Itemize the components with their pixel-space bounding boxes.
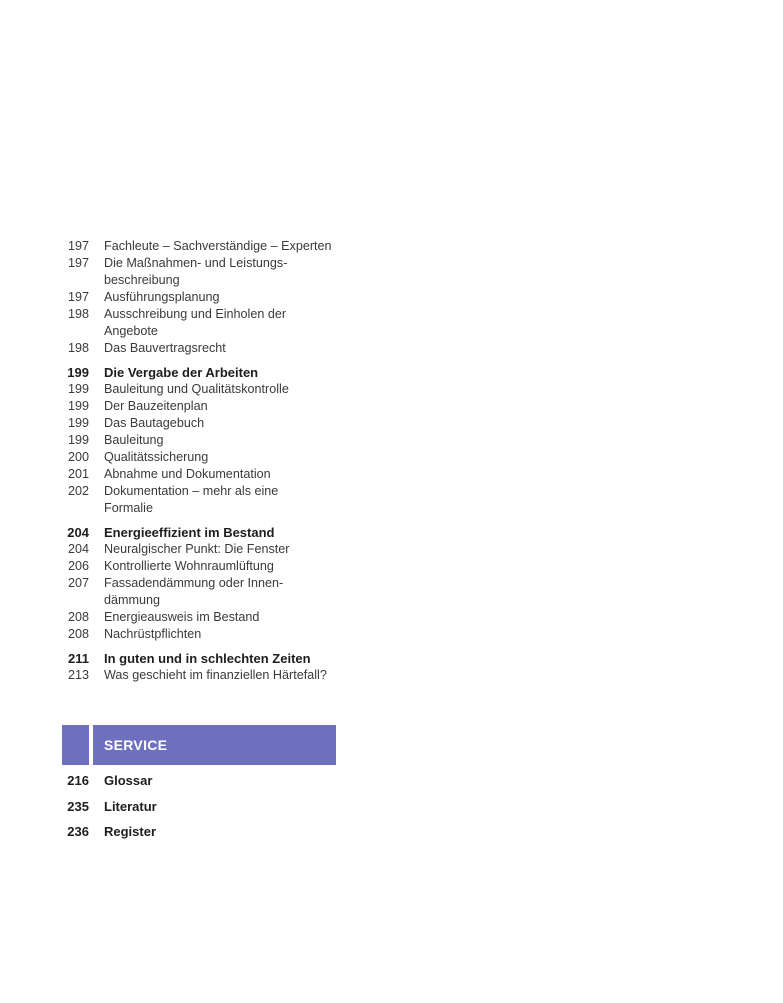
service-heading: SERVICE [104,737,168,753]
page-number: 198 [67,307,89,321]
entry-title-line: Formalie [104,501,153,515]
toc-entry [60,466,350,483]
entry-title [104,575,344,609]
entry-title [104,432,344,449]
service-list [60,772,350,849]
entry-title-line: Was geschieht im finanziellen Härtefall? [104,668,327,682]
entry-title-line: Die Vergabe der Arbeiten [104,365,259,380]
page-number: 213 [67,668,89,682]
page-number: 199 [67,433,89,447]
entry-title-line: In guten und in schlechten Zeiten [104,651,311,666]
page-number: 204 [67,525,89,540]
entry-title-line: Der Bauzeitenplan [104,399,208,413]
entry-title [104,466,344,483]
entry-title-line: Ausführungsplanung [104,290,220,304]
toc-entry [60,415,350,432]
page-number: 199 [67,365,89,380]
service-entry [60,823,350,840]
toc-entry [60,238,350,255]
toc-entry [60,381,350,398]
toc-entry [60,449,350,466]
entry-title-line: Angebote [104,324,158,338]
entry-title [104,558,344,575]
service-entry [60,798,350,815]
entry-title [104,238,344,255]
entry-title-line: Abnahme und Dokumentation [104,467,271,481]
entry-title [104,626,344,643]
page-number: 200 [67,450,89,464]
page-number: 236 [67,824,89,839]
page-number: 197 [67,239,89,253]
toc-entry [60,255,350,289]
entry-title [104,381,344,398]
entry-title-line: beschreibung [104,273,180,287]
entry-title-line: Das Bautagebuch [104,416,205,430]
page-number: 199 [67,399,89,413]
entry-title [104,364,344,381]
entry-title [104,609,344,626]
entry-title [104,667,344,684]
entry-title [104,483,344,517]
entry-title [104,524,344,541]
service-section-header [62,725,336,765]
entry-title [104,289,344,306]
entry-title-line: Fassadendämmung oder Innen- [104,576,284,590]
entry-title [104,340,344,357]
entry-title [104,650,344,667]
page-number: 197 [67,256,89,270]
toc-entry [60,609,350,626]
entry-title-line: Bauleitung [104,433,164,447]
toc-section-entry [60,364,350,381]
toc-entry [60,483,350,517]
entry-title [104,255,344,289]
toc-entry [60,626,350,643]
entry-title [104,449,344,466]
toc-entry [60,667,350,684]
page-number: 201 [67,467,89,481]
toc-entry [60,558,350,575]
page-number: 207 [67,576,89,590]
entry-title [104,541,344,558]
entry-title-line: Die Maßnahmen- und Leistungs- [104,256,288,270]
page-number: 199 [67,416,89,430]
table-of-contents [60,238,350,684]
toc-entry [60,432,350,449]
page-number: 198 [67,341,89,355]
page-number: 208 [67,610,89,624]
entry-title: Register [104,824,157,839]
entry-title-line: Bauleitung und Qualitätskontrolle [104,382,289,396]
page-number: 197 [67,290,89,304]
page-number: 216 [67,773,89,788]
page-number: 204 [67,542,89,556]
entry-title: Literatur [104,798,157,814]
page-number: 235 [67,798,89,814]
toc-entry [60,575,350,609]
page-number: 208 [67,627,89,641]
entry-title-line: Qualitätssicherung [104,450,209,464]
page-number: 211 [68,651,89,666]
toc-entry [60,541,350,558]
entry-title-line: Dokumentation – mehr als eine [104,484,279,498]
page-number: 206 [67,559,89,573]
entry-title-line: Das Bauvertragsrecht [104,341,226,355]
service-bar [93,725,336,765]
entry-title [104,306,344,340]
entry-title-line: Nachrüstpflichten [104,627,202,641]
toc-entry [60,306,350,340]
entry-title: Glossar [104,773,153,788]
entry-title-line: Energieeffizient im Bestand [104,525,275,540]
toc-entry [60,340,350,357]
toc-section-entry [60,524,350,541]
service-entry [60,772,350,789]
page-number: 199 [67,382,89,396]
entry-title-line: Energieausweis im Bestand [104,610,260,624]
entry-title-line: Ausschreibung und Einholen der [104,307,287,321]
service-bar-accent [62,725,89,765]
page-number: 202 [67,484,89,498]
entry-title-line: Neuralgischer Punkt: Die Fenster [104,542,290,556]
entry-title-line: Kontrollierte Wohnraumlüftung [104,559,274,573]
entry-title [104,415,344,432]
toc-section-entry [60,650,350,667]
toc-entry [60,289,350,306]
entry-title [104,398,344,415]
entry-title-line: Fachleute – Sachverständige – Experten [104,239,332,253]
toc-entry [60,398,350,415]
entry-title-line: dämmung [104,593,161,607]
